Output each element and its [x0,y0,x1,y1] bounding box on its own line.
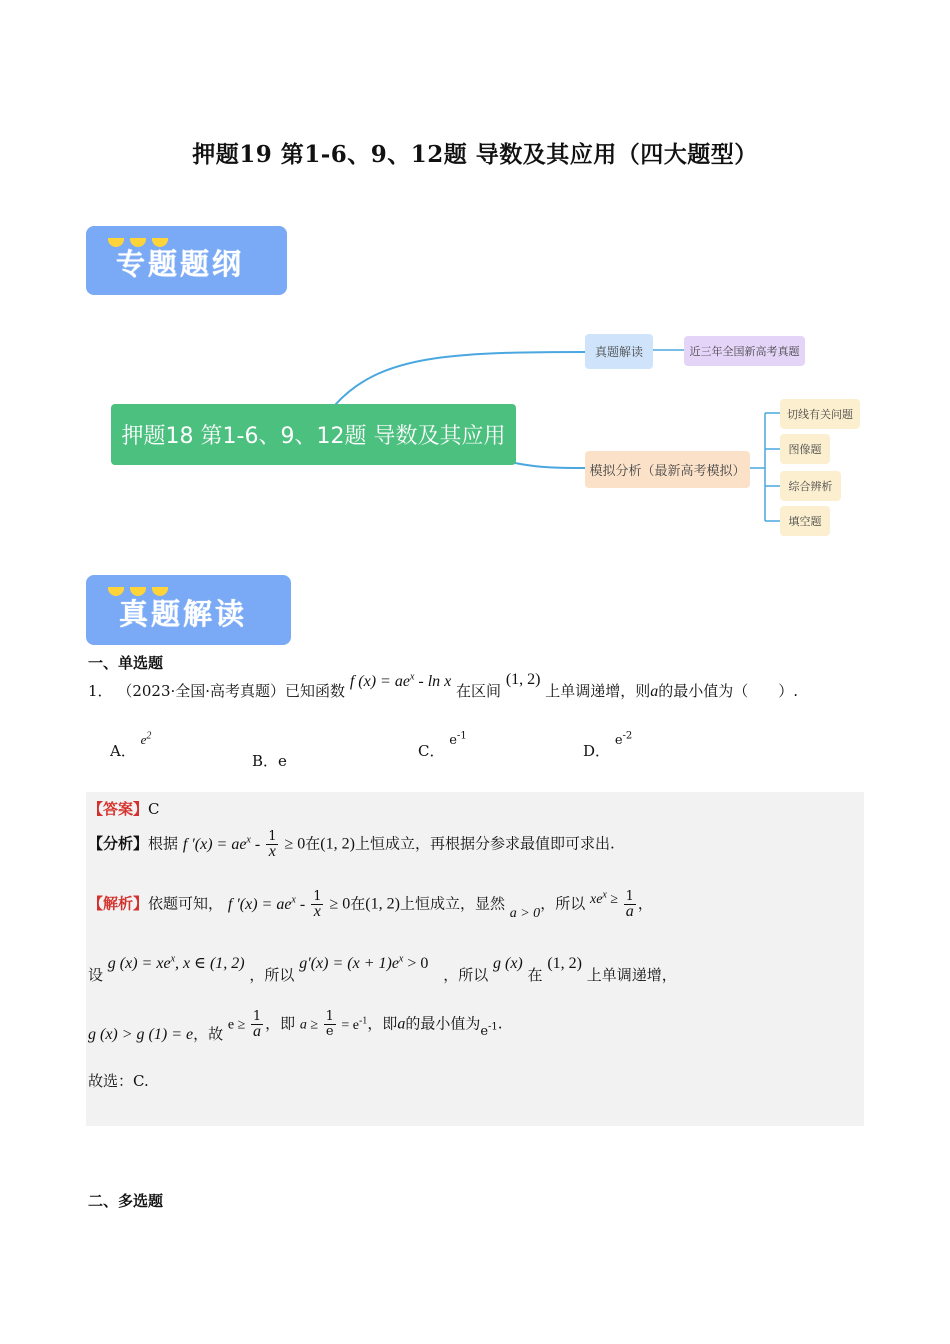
question-number: 1． [88,682,113,700]
solution-tag: 【解析】 [88,894,149,913]
answer-value: C [148,800,160,818]
question-source: （2023·全国·高考真题）已知函数 [117,682,346,700]
mindmap-leaf-comprehensive: 综合辨析 [780,471,841,501]
question-interval: (1, 2) [505,671,541,688]
analysis-line: 【分析】根据 f $'(x) = ae^x$ - $\frac{1}{x}$ ≥ 0在(1, 2)上恒成立，再根据分参求最值即可求出. [88,829,615,860]
solution-line-2: 设 g $(x) = xe^x$, x ∈ (1, 2) ，所以 $g'(x) = (x + 1)e^x > 0$ ，所以 g (x) 在 (1, 2) 上单调递增， [88,953,677,984]
solution-line-3: g (x) > g (1) = e，故 e ≥ $\frac{1}{a}$ ，即 a ≥ $\frac{1}{e}$ = $e^{-1}$，即a的最小值为$e^{-1}$. [88,1009,503,1043]
mindmap-leaf-fill-blank: 填空题 [780,506,830,536]
question-text: 上单调递增，则 [545,682,651,700]
option-d[interactable]: D． $e^{-2}$ [583,730,633,760]
mindmap-branch-real-questions: 真题解读 [585,334,653,369]
final-answer: 故选：C. [88,1072,149,1090]
answer-line [88,798,160,819]
question-1 [88,671,799,701]
option-a[interactable]: A． $e^2$ [110,730,152,760]
mindmap-branch-simulation: 模拟分析（最新高考模拟） [585,451,750,488]
question-text-interval: 在区间 [456,682,502,700]
outline-banner-label: 专题题纲 [116,247,245,281]
real-questions-banner [86,575,291,645]
analysis-tag: 【分析】 [88,834,149,853]
mindmap-leaf-tangent: 切线有关问题 [780,399,860,429]
mindmap-leaf-graph: 图像题 [780,434,830,464]
section-multiple-choice: 二、多选题 [88,1192,164,1210]
question-text-end: 的最小值为（ ）. [658,682,799,700]
option-c[interactable]: C． $e^{-1}$ [418,730,467,760]
question-function: f $(x) = ae^x - \ln x$ [349,671,452,690]
solution-line-1: 【解析】依题可知， f $'(x) = ae^x$ - $\frac{1}{x}$ ≥ 0在(1, 2)上恒成立，显然 a > 0，所以 $xe^x$ ≥ $\frac{1}{a}$ ， [88,888,653,921]
section-single-choice: 一、单选题 [88,654,164,672]
page-title: 押题19 第1-6、9、12题 导数及其应用（四大题型） [192,141,758,168]
question-var: a [650,683,659,700]
outline-banner [86,226,287,295]
answer-tag: 【答案】 [88,800,149,818]
real-questions-banner-label: 真题解读 [119,597,248,631]
option-b[interactable]: B．e [252,752,287,770]
mindmap-root: 押题18 第1-6、9、12题 导数及其应用 [111,404,516,465]
mindmap-leaf-recent-exams: 近三年全国新高考真题 [684,336,805,366]
